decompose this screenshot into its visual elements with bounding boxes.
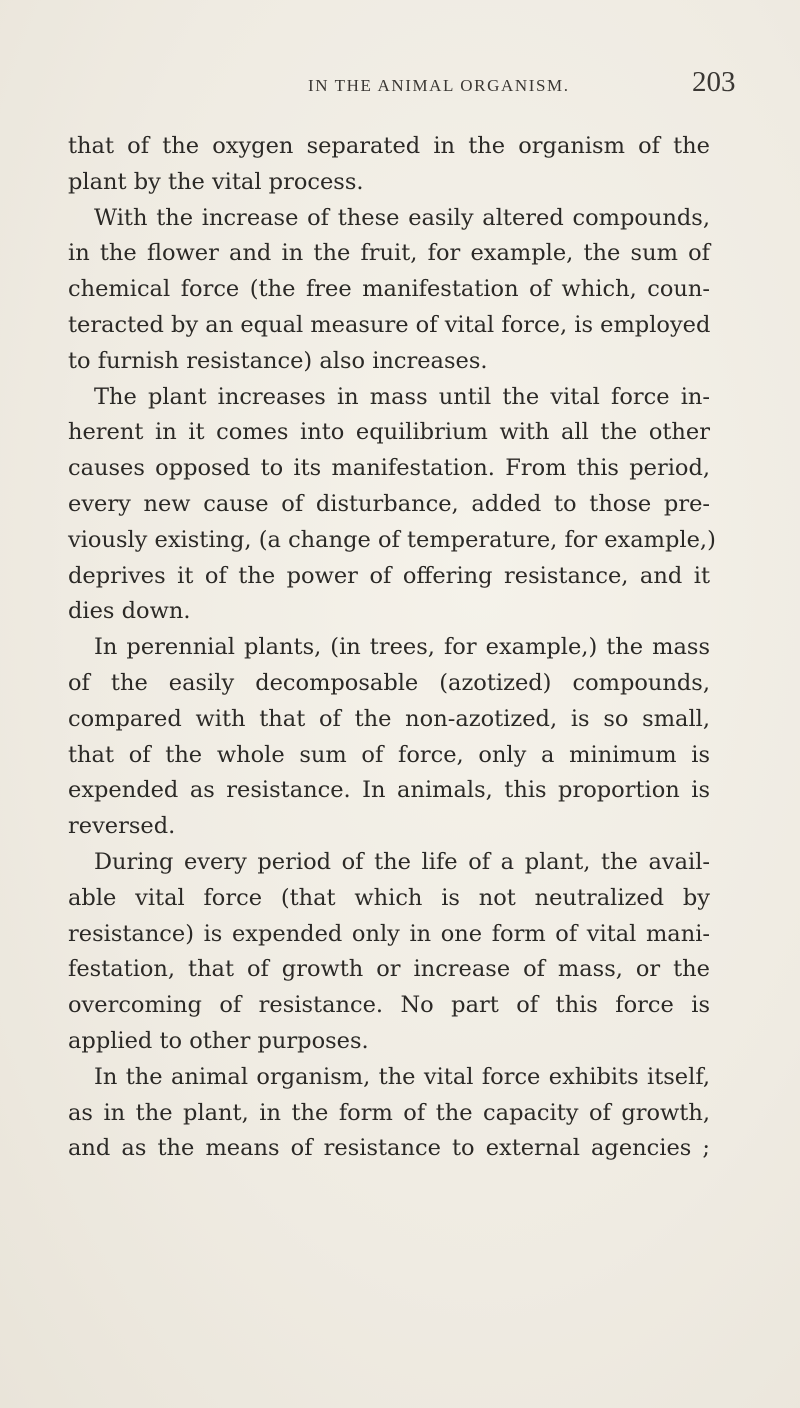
text-line: in the flower and in the fruit, for example, the sum of xyxy=(68,240,710,266)
page-header xyxy=(0,66,800,106)
text-line: dies down. xyxy=(68,598,191,624)
text-line: overcoming of resistance. No part of this force is xyxy=(68,992,710,1018)
text-line: causes opposed to its manifestation. From this period, xyxy=(68,455,710,481)
text-line: festation, that of growth or increase of mass, or the xyxy=(68,956,710,982)
text-line: plant by the vital process. xyxy=(68,169,364,195)
text-line: In perennial plants, (in trees, for example,) the mass xyxy=(94,634,710,660)
text-line: The plant increases in mass until the vital force in- xyxy=(94,384,710,410)
text-line: deprives it of the power of offering resistance, and it xyxy=(68,563,710,589)
text-line: chemical force (the free manifestation of which, coun- xyxy=(68,276,710,302)
text-line: resistance) is expended only in one form of vital mani- xyxy=(68,921,710,947)
text-line: of the easily decomposable (azotized) compounds, xyxy=(68,670,710,696)
text-line: and as the means of resistance to external agencies ; xyxy=(68,1135,710,1161)
text-line: In the animal organism, the vital force exhibits itself, xyxy=(94,1064,710,1090)
text-line: herent in it comes into equilibrium with all the other xyxy=(68,419,710,445)
running-head: IN THE ANIMAL ORGANISM. xyxy=(308,76,570,95)
text-line: teracted by an equal measure of vital force, is employed xyxy=(68,312,711,338)
text-line: every new cause of disturbance, added to those pre- xyxy=(68,491,710,517)
page-number: 203 xyxy=(692,66,736,98)
text-line: expended as resistance. In animals, this proportion is xyxy=(68,777,710,803)
text-line: applied to other purposes. xyxy=(68,1028,369,1054)
text-line: reversed. xyxy=(68,813,176,839)
text-line: able vital force (that which is not neutralized by xyxy=(68,885,710,911)
text-line: as in the plant, in the form of the capacity of growth, xyxy=(68,1100,710,1126)
text-line: During every period of the life of a plant, the avail- xyxy=(94,849,710,875)
text-line: compared with that of the non-azotized, is so small, xyxy=(68,706,710,732)
text-line: that of the whole sum of force, only a minimum is xyxy=(68,742,710,768)
text-line: to furnish resistance) also increases. xyxy=(68,348,488,374)
text-line: With the increase of these easily altered compounds, xyxy=(94,205,710,231)
text-line: viously existing, (a change of temperature, for example,) xyxy=(68,527,716,553)
text-line: that of the oxygen separated in the organism of the xyxy=(68,133,710,159)
